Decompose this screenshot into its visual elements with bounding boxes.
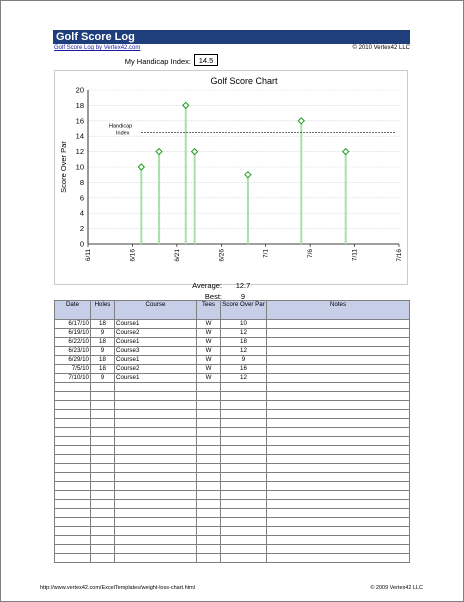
empty-cell[interactable] <box>221 392 267 401</box>
cell-tees[interactable]: W <box>197 374 221 383</box>
y-tick-label: 10 <box>75 162 84 172</box>
empty-cell[interactable] <box>91 482 115 491</box>
table-row-empty <box>55 509 410 518</box>
y-tick-label: 8 <box>79 177 84 187</box>
empty-cell[interactable] <box>197 410 221 419</box>
x-tick-label: 7/1 <box>262 249 270 259</box>
score-point <box>183 102 189 108</box>
table-row-empty <box>55 464 410 473</box>
empty-cell[interactable] <box>55 509 91 518</box>
cell-holes[interactable]: 18 <box>91 320 115 329</box>
table-row-empty <box>55 446 410 455</box>
col-date-header: Date <box>55 301 91 320</box>
col-holes-header: Holes <box>91 301 115 320</box>
cell-notes[interactable] <box>267 374 410 383</box>
table-row <box>55 356 410 365</box>
empty-cell[interactable] <box>267 401 410 410</box>
table-row <box>55 347 410 356</box>
score-point <box>245 172 251 178</box>
empty-cell[interactable] <box>91 428 115 437</box>
empty-cell[interactable] <box>91 383 115 392</box>
empty-cell[interactable] <box>91 536 115 545</box>
empty-cell[interactable] <box>267 419 410 428</box>
empty-cell[interactable] <box>91 518 115 527</box>
empty-cell[interactable] <box>267 545 410 554</box>
cell-score[interactable]: 18 <box>221 338 267 347</box>
empty-cell[interactable] <box>115 401 197 410</box>
empty-cell[interactable] <box>221 500 267 509</box>
empty-cell[interactable] <box>55 473 91 482</box>
empty-cell[interactable] <box>115 500 197 509</box>
empty-cell[interactable] <box>221 536 267 545</box>
table-row-empty <box>55 455 410 464</box>
y-tick-label: 0 <box>79 239 84 249</box>
y-tick-label: 20 <box>75 85 84 95</box>
empty-cell[interactable] <box>267 482 410 491</box>
empty-cell[interactable] <box>91 545 115 554</box>
empty-cell[interactable] <box>55 428 91 437</box>
y-axis-label: Score Over Par <box>59 141 68 193</box>
cell-score[interactable]: 12 <box>221 329 267 338</box>
empty-cell[interactable] <box>115 509 197 518</box>
col-notes-header: Notes <box>267 301 410 320</box>
empty-cell[interactable] <box>55 545 91 554</box>
cell-score[interactable]: 9 <box>221 356 267 365</box>
golf-score-chart <box>54 70 408 285</box>
handicap-label: My Handicap Index: <box>124 57 191 66</box>
cell-notes[interactable] <box>267 356 410 365</box>
col-score-header: Score Over Par <box>221 301 267 320</box>
y-tick-label: 2 <box>79 224 84 234</box>
table-row-empty <box>55 554 410 563</box>
empty-cell[interactable] <box>197 491 221 500</box>
table-row-empty <box>55 419 410 428</box>
y-tick-label: 4 <box>79 208 84 218</box>
best-value: 9 <box>240 292 246 301</box>
empty-cell[interactable] <box>115 545 197 554</box>
empty-cell[interactable] <box>221 491 267 500</box>
table-row-empty <box>55 392 410 401</box>
empty-cell[interactable] <box>267 455 410 464</box>
table-row-empty <box>55 536 410 545</box>
empty-cell[interactable] <box>55 410 91 419</box>
cell-score[interactable]: 12 <box>221 347 267 356</box>
cell-date[interactable]: 6/22/10 <box>55 338 91 347</box>
score-point <box>192 149 198 155</box>
empty-cell[interactable] <box>55 392 91 401</box>
handicap-input[interactable]: 14.5 <box>194 54 218 66</box>
table-row <box>55 374 410 383</box>
cell-course[interactable]: Course1 <box>115 338 197 347</box>
empty-cell[interactable] <box>115 419 197 428</box>
table-row <box>55 329 410 338</box>
empty-cell[interactable] <box>267 446 410 455</box>
table-row-empty <box>55 518 410 527</box>
y-tick-label: 14 <box>75 131 84 141</box>
empty-cell[interactable] <box>55 419 91 428</box>
cell-notes[interactable] <box>267 347 410 356</box>
empty-cell[interactable] <box>221 518 267 527</box>
page-title: Golf Score Log <box>53 30 410 44</box>
empty-cell[interactable] <box>267 410 410 419</box>
empty-cell[interactable] <box>55 500 91 509</box>
empty-cell[interactable] <box>91 464 115 473</box>
empty-cell[interactable] <box>267 554 410 563</box>
y-tick-label: 18 <box>75 100 84 110</box>
y-tick-label: 12 <box>75 147 84 157</box>
cell-date[interactable]: 6/29/10 <box>55 356 91 365</box>
empty-cell[interactable] <box>267 392 410 401</box>
empty-cell[interactable] <box>197 401 221 410</box>
cell-tees[interactable]: W <box>197 338 221 347</box>
average-value: 12.7 <box>235 281 251 290</box>
col-course-header: Course <box>115 301 197 320</box>
x-tick-label: 6/21 <box>173 249 181 262</box>
empty-cell[interactable] <box>55 491 91 500</box>
empty-cell[interactable] <box>221 401 267 410</box>
empty-cell[interactable] <box>221 464 267 473</box>
cell-notes[interactable] <box>267 320 410 329</box>
empty-cell[interactable] <box>55 437 91 446</box>
table-row-empty <box>55 437 410 446</box>
empty-cell[interactable] <box>221 410 267 419</box>
table-row <box>55 320 410 329</box>
empty-cell[interactable] <box>115 464 197 473</box>
empty-cell[interactable] <box>115 527 197 536</box>
cell-tees[interactable]: W <box>197 320 221 329</box>
empty-cell[interactable] <box>197 509 221 518</box>
score-point <box>138 164 144 170</box>
empty-cell[interactable] <box>55 383 91 392</box>
table-row-empty <box>55 545 410 554</box>
empty-cell[interactable] <box>197 392 221 401</box>
cell-course[interactable]: Course2 <box>115 365 197 374</box>
empty-cell[interactable] <box>55 518 91 527</box>
cell-tees[interactable]: W <box>197 365 221 374</box>
x-tick-label: 6/26 <box>218 249 226 262</box>
y-tick-label: 6 <box>79 193 84 203</box>
empty-cell[interactable] <box>115 491 197 500</box>
empty-cell[interactable] <box>267 437 410 446</box>
empty-cell[interactable] <box>267 500 410 509</box>
col-tees-header: Tees <box>197 301 221 320</box>
cell-notes[interactable] <box>267 329 410 338</box>
empty-cell[interactable] <box>267 509 410 518</box>
empty-cell[interactable] <box>55 482 91 491</box>
cell-date[interactable]: 6/23/10 <box>55 347 91 356</box>
handicap-line-label: Index <box>116 130 130 137</box>
empty-cell[interactable] <box>221 482 267 491</box>
vertex42-link[interactable]: Golf Score Log by Vertex42.com <box>54 45 141 51</box>
cell-course[interactable]: Course3 <box>115 347 197 356</box>
empty-cell[interactable] <box>115 446 197 455</box>
cell-tees[interactable]: W <box>197 356 221 365</box>
empty-cell[interactable] <box>221 383 267 392</box>
cell-course[interactable]: Course1 <box>115 320 197 329</box>
x-tick-label: 6/16 <box>129 249 137 262</box>
table-row-empty <box>55 500 410 509</box>
score-log-table <box>54 300 410 563</box>
empty-cell[interactable] <box>221 554 267 563</box>
empty-cell[interactable] <box>55 455 91 464</box>
cell-score[interactable]: 16 <box>221 365 267 374</box>
empty-cell[interactable] <box>115 383 197 392</box>
empty-cell[interactable] <box>267 536 410 545</box>
empty-cell[interactable] <box>197 464 221 473</box>
cell-course[interactable]: Course2 <box>115 329 197 338</box>
empty-cell[interactable] <box>55 401 91 410</box>
empty-cell[interactable] <box>91 473 115 482</box>
empty-cell[interactable] <box>221 473 267 482</box>
empty-cell[interactable] <box>55 554 91 563</box>
cell-notes[interactable] <box>267 365 410 374</box>
empty-cell[interactable] <box>267 428 410 437</box>
handicap-line-label: Handicap <box>109 123 133 130</box>
empty-cell[interactable] <box>91 491 115 500</box>
footer-copyright: © 2009 Vertex42 LLC <box>370 585 423 591</box>
table-row-empty <box>55 473 410 482</box>
cell-holes[interactable]: 9 <box>91 374 115 383</box>
empty-cell[interactable] <box>267 491 410 500</box>
cell-tees[interactable]: W <box>197 329 221 338</box>
empty-cell[interactable] <box>197 446 221 455</box>
empty-cell[interactable] <box>221 419 267 428</box>
table-row-empty <box>55 401 410 410</box>
empty-cell[interactable] <box>91 500 115 509</box>
chart-title: Golf Score Chart <box>210 76 278 86</box>
empty-cell[interactable] <box>115 473 197 482</box>
table-row-empty <box>55 428 410 437</box>
cell-holes[interactable]: 18 <box>91 338 115 347</box>
x-tick-label: 7/16 <box>396 249 403 262</box>
empty-cell[interactable] <box>221 428 267 437</box>
empty-cell[interactable] <box>221 455 267 464</box>
empty-cell[interactable] <box>115 482 197 491</box>
empty-cell[interactable] <box>55 527 91 536</box>
empty-cell[interactable] <box>221 527 267 536</box>
empty-cell[interactable] <box>197 383 221 392</box>
cell-holes[interactable]: 18 <box>91 356 115 365</box>
empty-cell[interactable] <box>115 428 197 437</box>
empty-cell[interactable] <box>197 527 221 536</box>
cell-date[interactable]: 6/17/10 <box>55 320 91 329</box>
empty-cell[interactable] <box>91 446 115 455</box>
cell-course[interactable]: Course1 <box>115 356 197 365</box>
table-row-empty <box>55 482 410 491</box>
empty-cell[interactable] <box>91 392 115 401</box>
cell-date[interactable]: 7/10/10 <box>55 374 91 383</box>
cell-notes[interactable] <box>267 338 410 347</box>
score-point <box>343 149 349 155</box>
empty-cell[interactable] <box>197 536 221 545</box>
empty-cell[interactable] <box>197 419 221 428</box>
empty-cell[interactable] <box>221 446 267 455</box>
cell-tees[interactable]: W <box>197 347 221 356</box>
cell-date[interactable]: 6/19/10 <box>55 329 91 338</box>
score-point <box>298 118 304 124</box>
cell-score[interactable]: 12 <box>221 374 267 383</box>
table-row-empty <box>55 527 410 536</box>
x-tick-label: 6/11 <box>85 249 92 262</box>
table-row-empty <box>55 491 410 500</box>
empty-cell[interactable] <box>197 473 221 482</box>
empty-cell[interactable] <box>115 455 197 464</box>
x-tick-label: 7/6 <box>307 249 315 259</box>
score-point <box>156 149 162 155</box>
cell-date[interactable]: 7/5/10 <box>55 365 91 374</box>
empty-cell[interactable] <box>91 554 115 563</box>
empty-cell[interactable] <box>197 482 221 491</box>
table-row-empty <box>55 383 410 392</box>
empty-cell[interactable] <box>267 473 410 482</box>
empty-cell[interactable] <box>115 410 197 419</box>
empty-cell[interactable] <box>91 419 115 428</box>
cell-score[interactable]: 10 <box>221 320 267 329</box>
cell-holes[interactable]: 9 <box>91 347 115 356</box>
empty-cell[interactable] <box>115 536 197 545</box>
empty-cell[interactable] <box>55 446 91 455</box>
empty-cell[interactable] <box>221 545 267 554</box>
empty-cell[interactable] <box>267 464 410 473</box>
table-row-empty <box>55 410 410 419</box>
empty-cell[interactable] <box>91 509 115 518</box>
header-copyright: © 2010 Vertex42 LLC <box>352 45 410 51</box>
empty-cell[interactable] <box>267 383 410 392</box>
average-label: Average: <box>192 281 222 290</box>
empty-cell[interactable] <box>197 428 221 437</box>
empty-cell[interactable] <box>91 455 115 464</box>
empty-cell[interactable] <box>55 536 91 545</box>
empty-cell[interactable] <box>115 518 197 527</box>
best-label: Best: <box>204 292 222 301</box>
y-tick-label: 16 <box>75 116 84 126</box>
empty-cell[interactable] <box>197 545 221 554</box>
empty-cell[interactable] <box>197 518 221 527</box>
empty-cell[interactable] <box>221 437 267 446</box>
empty-cell[interactable] <box>55 464 91 473</box>
cell-holes[interactable]: 9 <box>91 329 115 338</box>
empty-cell[interactable] <box>197 437 221 446</box>
empty-cell[interactable] <box>91 410 115 419</box>
empty-cell[interactable] <box>91 437 115 446</box>
empty-cell[interactable] <box>267 527 410 536</box>
empty-cell[interactable] <box>197 554 221 563</box>
empty-cell[interactable] <box>197 500 221 509</box>
empty-cell[interactable] <box>115 392 197 401</box>
footer-url: http://www.vertex42.com/ExcelTemplates/weight-loss-chart.html <box>40 585 195 591</box>
empty-cell[interactable] <box>221 509 267 518</box>
empty-cell[interactable] <box>115 437 197 446</box>
empty-cell[interactable] <box>267 518 410 527</box>
table-row <box>55 365 410 374</box>
empty-cell[interactable] <box>91 527 115 536</box>
cell-course[interactable]: Course1 <box>115 374 197 383</box>
empty-cell[interactable] <box>91 401 115 410</box>
empty-cell[interactable] <box>197 455 221 464</box>
cell-holes[interactable]: 18 <box>91 365 115 374</box>
empty-cell[interactable] <box>115 554 197 563</box>
table-row <box>55 338 410 347</box>
table-header-row <box>55 301 410 320</box>
x-tick-label: 7/11 <box>351 249 359 262</box>
